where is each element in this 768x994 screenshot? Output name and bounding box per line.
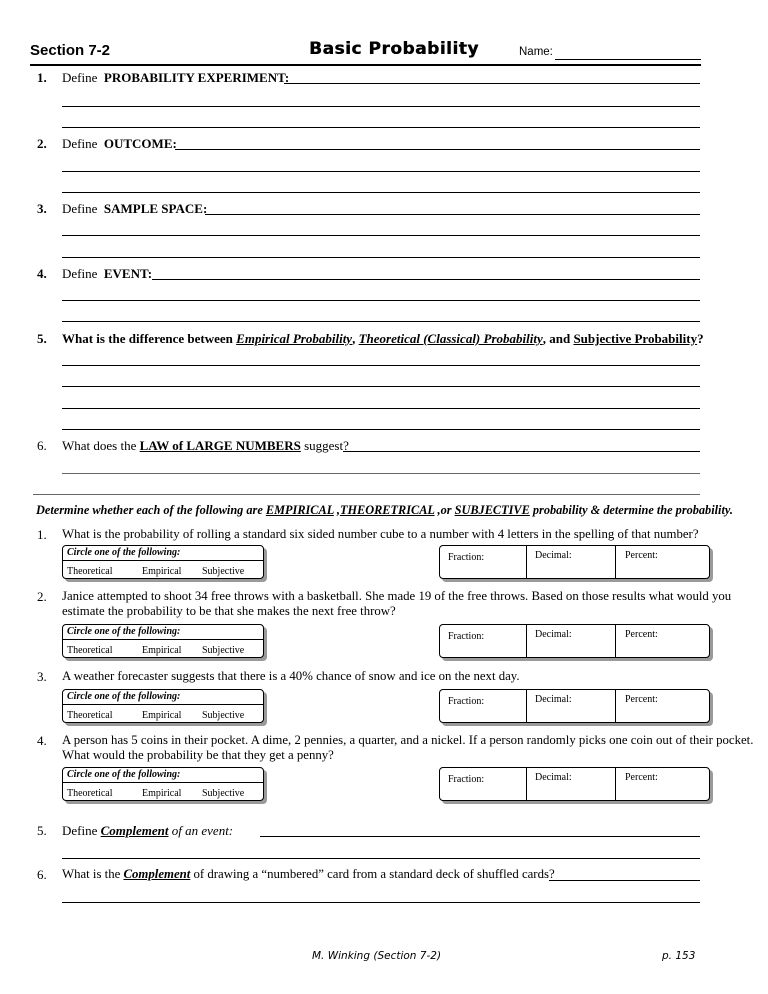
- fraction-label: Fraction:: [448, 631, 485, 642]
- p3-number: 3.: [37, 669, 47, 684]
- q4-answer-line[interactable]: [152, 279, 700, 280]
- q5-answer-line[interactable]: [62, 408, 700, 409]
- q5-term-theoretical: Theoretical (Classical) Probability: [358, 331, 543, 346]
- instructions-empirical: EMPIRICAL: [265, 503, 334, 517]
- option-subjective[interactable]: Subjective: [202, 645, 245, 656]
- option-subjective[interactable]: Subjective: [202, 710, 245, 721]
- q1-number: 1.: [37, 70, 47, 85]
- q1-answer-line[interactable]: [62, 127, 700, 128]
- circle-one-label: Circle one of the following:: [67, 547, 181, 558]
- p6-prompt: [62, 867, 555, 882]
- q4-answer-line[interactable]: [62, 321, 700, 322]
- q2-prompt: [62, 136, 177, 152]
- q5-post: ?: [697, 331, 704, 346]
- cell-divider: [615, 690, 616, 722]
- instructions-post: probability & determine the probability.: [529, 503, 733, 517]
- q6-post: suggest?: [300, 438, 349, 453]
- p3-answer-box: [439, 689, 710, 723]
- p4-number: 4.: [37, 733, 47, 748]
- p1-text: What is the probability of rolling a standard six sided number cube to a number with 4 letters in the spelling of that number?: [62, 527, 699, 541]
- p2-text-line1: Janice attempted to shoot 34 free throws with a basketball. She made 19 of the free throws. Based on those results what would you: [62, 589, 732, 603]
- percent-label: Percent:: [625, 550, 658, 561]
- q6-answer-line[interactable]: [343, 451, 700, 452]
- option-empirical[interactable]: Empirical: [142, 645, 182, 656]
- p2-type-box: [62, 624, 264, 658]
- q3-define: Define: [62, 201, 98, 216]
- option-empirical[interactable]: Empirical: [142, 566, 182, 577]
- option-subjective[interactable]: Subjective: [202, 566, 245, 577]
- section-divider: [33, 494, 700, 495]
- q4-define: Define: [62, 266, 98, 281]
- q2-answer-line[interactable]: [62, 192, 700, 193]
- p6-number: 6.: [37, 867, 47, 882]
- name-field-line[interactable]: [555, 59, 701, 60]
- q6-number: 6.: [37, 438, 47, 453]
- q5-term-empirical: Empirical Probability: [236, 331, 353, 346]
- percent-label: Percent:: [625, 772, 658, 783]
- p5-number: 5.: [37, 823, 47, 838]
- q1-answer-line[interactable]: [62, 106, 700, 107]
- option-theoretical[interactable]: Theoretical: [67, 788, 113, 799]
- instructions-sep1: ,: [333, 503, 340, 517]
- q5-answer-line[interactable]: [62, 386, 700, 387]
- cell-divider: [526, 690, 527, 722]
- option-theoretical[interactable]: Theoretical: [67, 645, 113, 656]
- p4-answer-box: [439, 767, 710, 801]
- header-rule: [30, 64, 701, 66]
- decimal-label: Decimal:: [535, 772, 572, 783]
- q2-answer-line[interactable]: [175, 149, 700, 150]
- q2-term: OUTCOME:: [103, 136, 177, 151]
- name-label: Name:: [519, 46, 553, 58]
- instructions-theoretical: THEORETRICAL: [339, 503, 435, 517]
- p4-text-line1: A person has 5 coins in their pocket. A dime, 2 pennies, a quarter, and a nickel. If a person randomly picks one coin out of their pocket.: [62, 733, 754, 747]
- p3-text: A weather forecaster suggests that there is a 40% chance of snow and ice on the next day.: [62, 669, 520, 683]
- cell-divider: [526, 625, 527, 657]
- q5-sep1: ,: [352, 331, 359, 346]
- option-theoretical[interactable]: Theoretical: [67, 566, 113, 577]
- option-theoretical[interactable]: Theoretical: [67, 710, 113, 721]
- p5-pre: Define: [62, 823, 101, 838]
- decimal-label: Decimal:: [535, 629, 572, 640]
- q6-pre: What does the: [62, 438, 140, 453]
- decimal-label: Decimal:: [535, 694, 572, 705]
- q4-prompt: [62, 266, 152, 282]
- q5-answer-line[interactable]: [62, 429, 700, 430]
- q2-define: Define: [62, 136, 98, 151]
- p6-term: Complement: [123, 867, 191, 881]
- p5-answer-line[interactable]: [260, 836, 700, 837]
- p2-answer-box: [439, 624, 710, 658]
- p1-type-box: [62, 545, 264, 579]
- p5-term: Complement: [100, 823, 169, 838]
- instructions-pre: Determine whether each of the following are: [36, 503, 266, 517]
- q3-answer-line[interactable]: [62, 257, 700, 258]
- q3-prompt: [62, 201, 207, 217]
- option-subjective[interactable]: Subjective: [202, 788, 245, 799]
- p4-type-box: [62, 767, 264, 801]
- q1-prompt: [62, 70, 289, 86]
- q1-answer-line[interactable]: [284, 83, 700, 84]
- q2-number: 2.: [37, 136, 47, 151]
- cell-divider: [615, 768, 616, 800]
- option-empirical[interactable]: Empirical: [142, 788, 182, 799]
- p3-type-box: [62, 689, 264, 723]
- p5-prompt: [62, 823, 233, 839]
- q3-answer-line[interactable]: [205, 214, 700, 215]
- percent-label: Percent:: [625, 694, 658, 705]
- fraction-label: Fraction:: [448, 774, 485, 785]
- circle-one-label: Circle one of the following:: [67, 691, 181, 702]
- p1-answer-box: [439, 545, 710, 579]
- q3-term: SAMPLE SPACE:: [103, 201, 208, 216]
- p5-answer-line[interactable]: [62, 858, 700, 859]
- q5-pre: What is the difference between: [62, 331, 237, 346]
- page-number: p. 153: [662, 950, 696, 962]
- p6-post: of drawing a “numbered” card from a standard deck of shuffled cards?: [190, 867, 555, 881]
- circle-one-label: Circle one of the following:: [67, 769, 181, 780]
- p5-post: of an event:: [168, 823, 234, 838]
- p4-text-line2: What would the probability be that they get a penny?: [62, 748, 334, 762]
- p2-text-line2: estimate the probability to be that she makes the next free throw?: [62, 604, 396, 618]
- percent-label: Percent:: [625, 629, 658, 640]
- p1-number: 1.: [37, 527, 47, 542]
- instructions: [36, 503, 733, 518]
- q6-prompt: [62, 438, 349, 454]
- box-separator: [63, 560, 263, 561]
- page-title: Basic Probability: [309, 39, 479, 59]
- footer-credit: M. Winking (Section 7-2): [312, 950, 442, 962]
- q2-answer-line[interactable]: [62, 171, 700, 172]
- fraction-label: Fraction:: [448, 696, 485, 707]
- cell-divider: [526, 546, 527, 578]
- section-label: Section 7-2: [30, 42, 111, 59]
- q3-number: 3.: [37, 201, 47, 216]
- q5-answer-line[interactable]: [62, 365, 700, 366]
- box-separator: [63, 639, 263, 640]
- q5-prompt: [62, 331, 704, 347]
- q4-term: EVENT:: [103, 266, 153, 281]
- instructions-subjective: SUBJECTIVE: [454, 503, 530, 517]
- q4-answer-line[interactable]: [62, 300, 700, 301]
- q5-sep2: , and: [542, 331, 574, 346]
- fraction-label: Fraction:: [448, 552, 485, 563]
- p6-pre: What is the: [62, 867, 124, 881]
- q1-term: PROBABILITY EXPERIMENT:: [103, 70, 290, 85]
- p6-answer-line[interactable]: [62, 902, 700, 903]
- box-separator: [63, 704, 263, 705]
- box-separator: [63, 782, 263, 783]
- cell-divider: [526, 768, 527, 800]
- p2-number: 2.: [37, 589, 47, 604]
- circle-one-label: Circle one of the following:: [67, 626, 181, 637]
- q6-answer-line[interactable]: [62, 473, 700, 474]
- q4-number: 4.: [37, 266, 47, 281]
- instructions-sep2: ,or: [434, 503, 455, 517]
- q5-number: 5.: [37, 331, 47, 346]
- q3-answer-line[interactable]: [62, 235, 700, 236]
- q5-term-subjective: Subjective Probability: [573, 331, 698, 346]
- q6-term: LAW of LARGE NUMBERS: [139, 438, 301, 453]
- p6-answer-line[interactable]: [549, 880, 700, 881]
- q1-define: Define: [62, 70, 98, 85]
- option-empirical[interactable]: Empirical: [142, 710, 182, 721]
- decimal-label: Decimal:: [535, 550, 572, 561]
- cell-divider: [615, 546, 616, 578]
- cell-divider: [615, 625, 616, 657]
